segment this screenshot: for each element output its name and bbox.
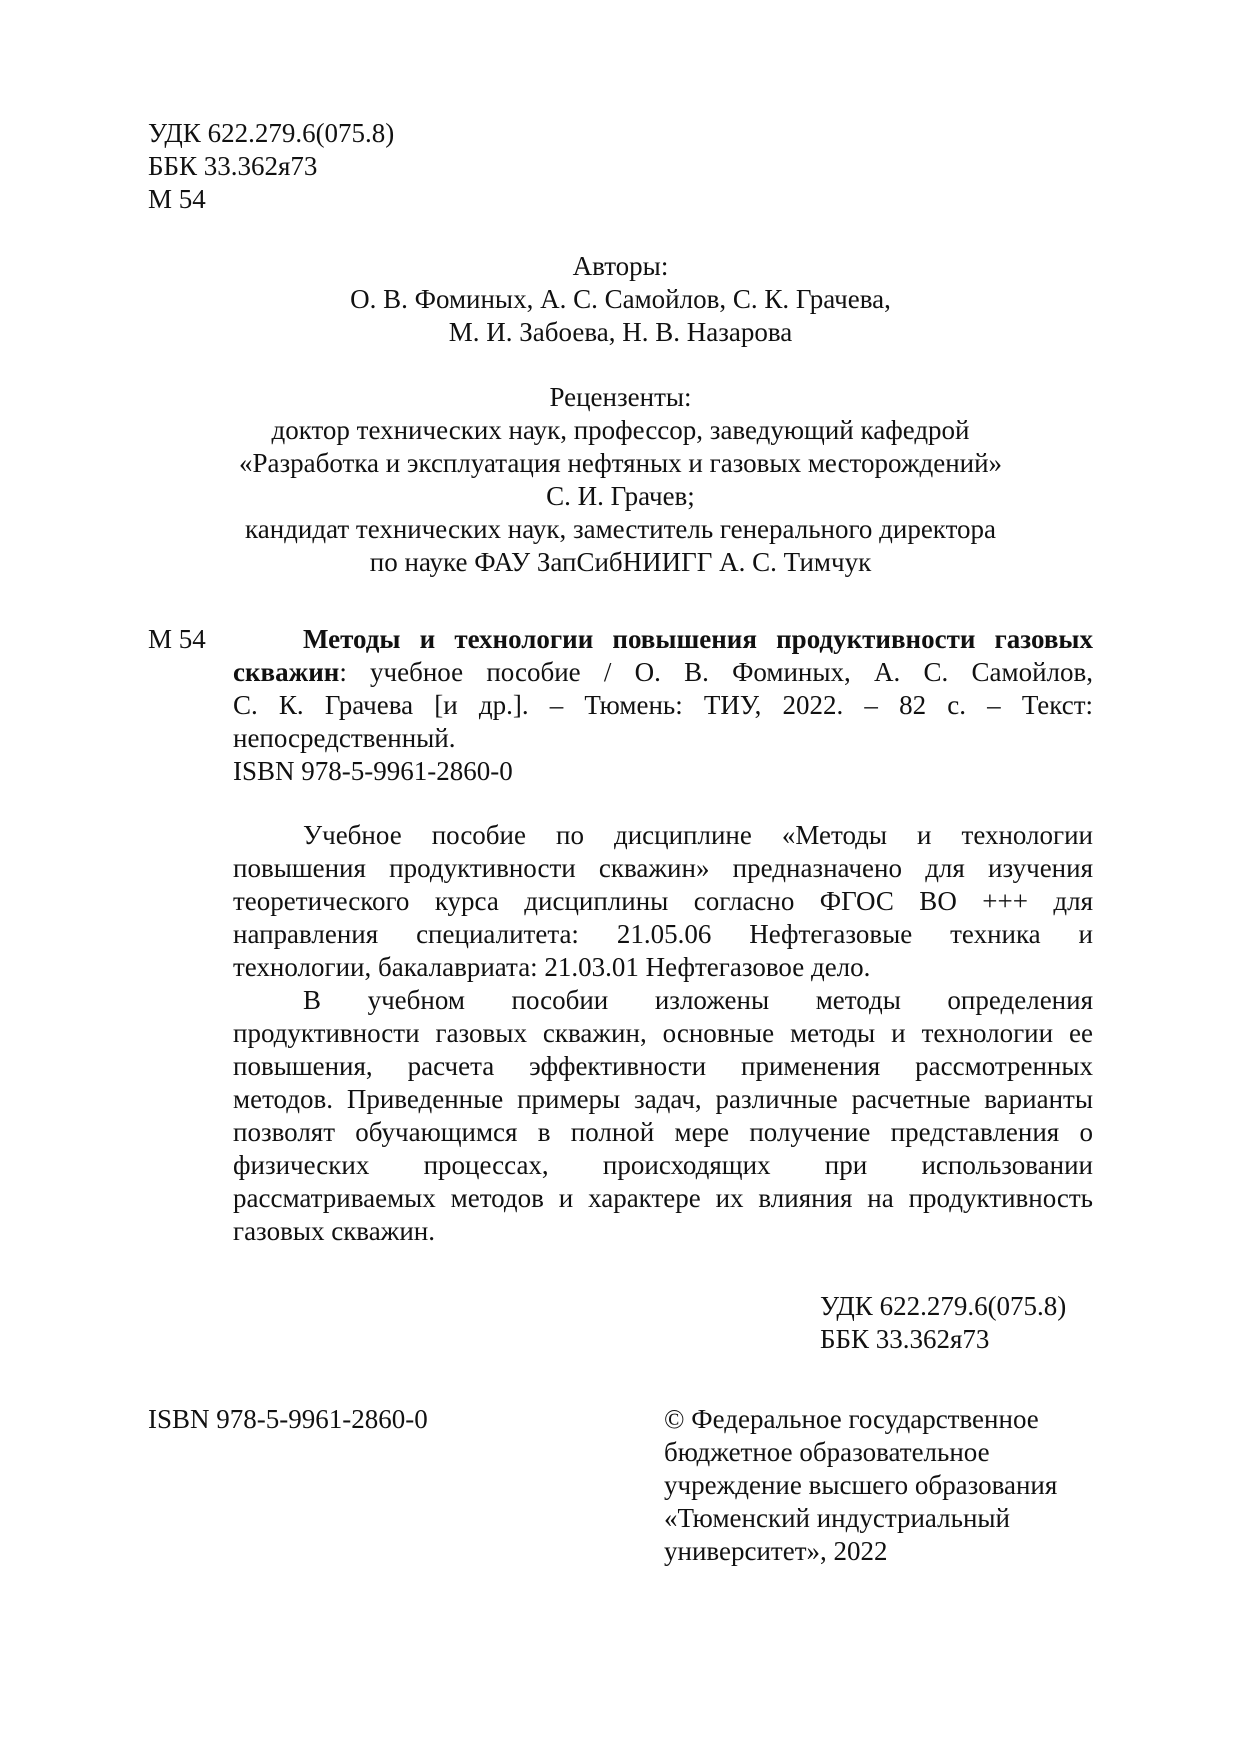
copyright-line: учреждение высшего образования [664,1470,1058,1500]
author-mark: М 54 [148,184,206,214]
annotation-line: теоретического курса дисциплины согласно ФГОС ВО +++ для [233,886,1093,916]
annotation-line: рассматриваемых методов и характере их влияния на продуктивность [233,1183,1093,1213]
annotation-line: повышения продуктивности скважин» предназначено для изучения [233,853,1093,883]
annotation-line: газовых скважин. [233,1216,435,1246]
bibliography-record [233,623,1093,788]
authors-line: М. И. Забоева, Н. В. Назарова [448,317,793,347]
copyright-line: «Тюменский индустриальный [664,1503,1010,1533]
reviewers-line: доктор технических наук, профессор, заведующий кафедрой [271,415,970,445]
reviewers-line: «Разработка и эксплуатация нефтяных и газовых месторождений» [238,448,1003,478]
reviewers-block [148,381,1093,579]
annotation-line: физических процессах, происходящих при использовании [233,1150,1093,1180]
reviewers-line: по науке ФАУ ЗапСибНИИГГ А. С. Тимчук [369,547,872,577]
bibliography-line: С. К. Грачева [и др.]. – Тюмень: ТИУ, 2022. – 82 с. – Текст: [233,690,1093,720]
book-title-end: скважин [233,657,340,687]
bibliography-line [233,656,1093,689]
footer-udk: УДК 622.279.6(075.8) [820,1291,1067,1321]
udk-code: УДК 622.279.6(075.8) [148,118,395,148]
annotation-line: технологии, бакалавриата: 21.03.01 Нефтегазовое дело. [233,952,871,982]
annotation-line: продуктивности газовых скважин, основные методы и технологии ее [233,1018,1093,1048]
authors-heading: Авторы: [572,251,669,281]
book-title: Методы и технологии повышения продуктивности газовых [303,624,1093,654]
reviewers-heading: Рецензенты: [549,382,692,412]
reviewers-line: С. И. Грачев; [546,481,695,511]
annotation-line: направления специалитета: 21.05.06 Нефтегазовые техника и [233,919,1093,949]
bbk-code: ББК 33.362я73 [148,151,318,181]
annotation-line: позволят обучающимся в полной мере получение представления о [233,1117,1093,1147]
copyright-line: университет», 2022 [664,1536,888,1566]
bibliography-code: М 54 [148,624,206,654]
bibliography-details: : учебное пособие / О. В. Фоминых, А. С. Самойлов, [339,657,1093,687]
annotation-line: Учебное пособие по дисциплине «Методы и технологии [303,820,1093,850]
bibliography-line: непосредственный. [233,723,456,753]
classification-header [148,117,548,216]
copyright-line: © Федеральное государственное [664,1404,1039,1434]
footer-isbn: ISBN 978-5-9961-2860-0 [148,1404,428,1434]
isbn: ISBN 978-5-9961-2860-0 [233,756,513,786]
annotation-line: повышения, расчета эффективности применения рассмотренных [233,1051,1093,1081]
authors-line: О. В. Фоминых, А. С. Самойлов, С. К. Грачева, [350,284,891,314]
footer-bbk: ББК 33.362я73 [820,1324,990,1354]
footer-classification [820,1290,1120,1356]
copyright-line: бюджетное образовательное [664,1437,990,1467]
authors-block [148,250,1093,349]
annotation-line: В учебном пособии изложены методы определения [303,985,1093,1015]
copyright-block [664,1403,1124,1568]
annotation-line: методов. Приведенные примеры задач, различные расчетные варианты [233,1084,1093,1114]
reviewers-line: кандидат технических наук, заместитель генерального директора [245,514,996,544]
annotation [233,819,1093,1248]
